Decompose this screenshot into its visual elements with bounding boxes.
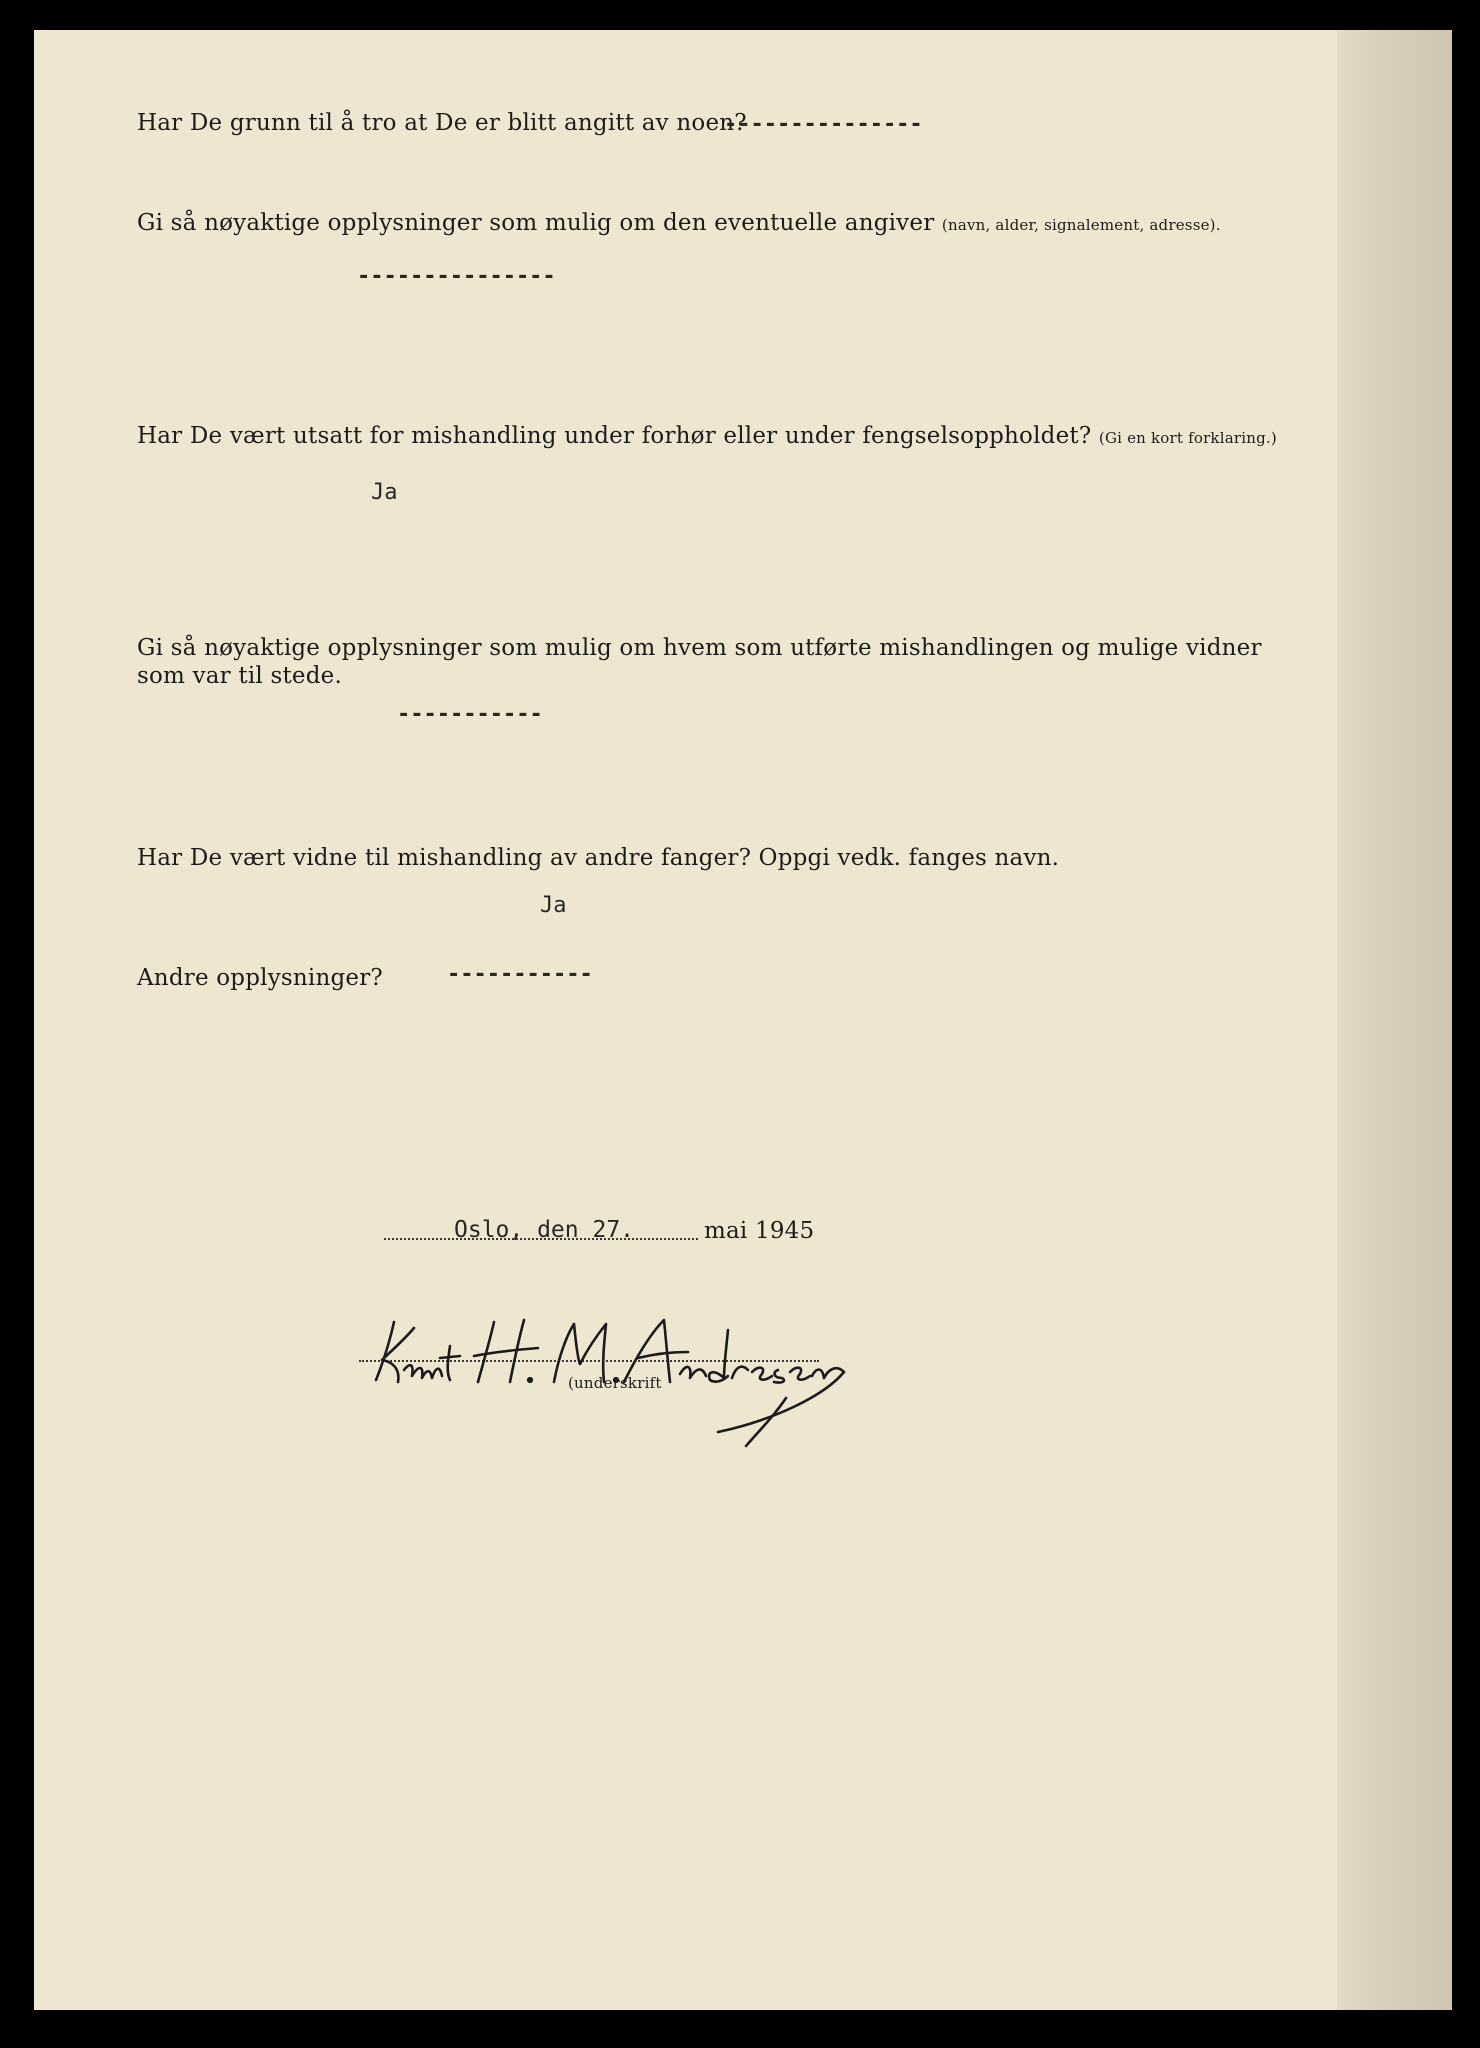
answer-witness: Ja xyxy=(540,893,567,918)
question-informer-text: Gi så nøyaktige opplysninger som mulig om den eventuelle angiver xyxy=(137,210,935,236)
answer-denounced: --------------- xyxy=(724,112,923,137)
page-edge-shadow xyxy=(1337,30,1452,2010)
answer-informer-details: --------------- xyxy=(357,264,556,289)
answer-other-info: ----------- xyxy=(447,962,593,987)
question-informer-hint: (navn, alder, signalement, adresse). xyxy=(941,216,1221,234)
question-mistreatment-hint: (Gi en kort forklaring.) xyxy=(1098,429,1277,447)
date-printed-month-year: mai 1945 xyxy=(704,1218,815,1244)
answer-mistreatment: Ja xyxy=(371,480,398,505)
document-page xyxy=(34,30,1452,2010)
question-perpetrators-line1: Gi så nøyaktige opplysninger som mulig om hvem som utførte mishandlingen og mulige vidner xyxy=(137,635,1262,661)
date-typed: Oslo, den 27. xyxy=(454,1217,635,1243)
question-perpetrators-line2: som var til stede. xyxy=(137,663,342,689)
question-other-info: Andre opplysninger? xyxy=(137,965,383,991)
question-mistreatment-text: Har De vært utsatt for mishandling under forhør eller under fengselsoppholdet? xyxy=(137,423,1092,449)
question-mistreatment xyxy=(137,423,1277,449)
question-denounced: Har De grunn til å tro at De er blitt angitt av noen? xyxy=(137,110,747,136)
question-witness: Har De vært vidne til mishandling av andre fanger? Oppgi vedk. fanges navn. xyxy=(137,845,1060,871)
question-informer-details xyxy=(137,210,1221,236)
answer-perpetrators: ----------- xyxy=(397,702,543,727)
signature-label: (underskrift xyxy=(568,1374,662,1392)
